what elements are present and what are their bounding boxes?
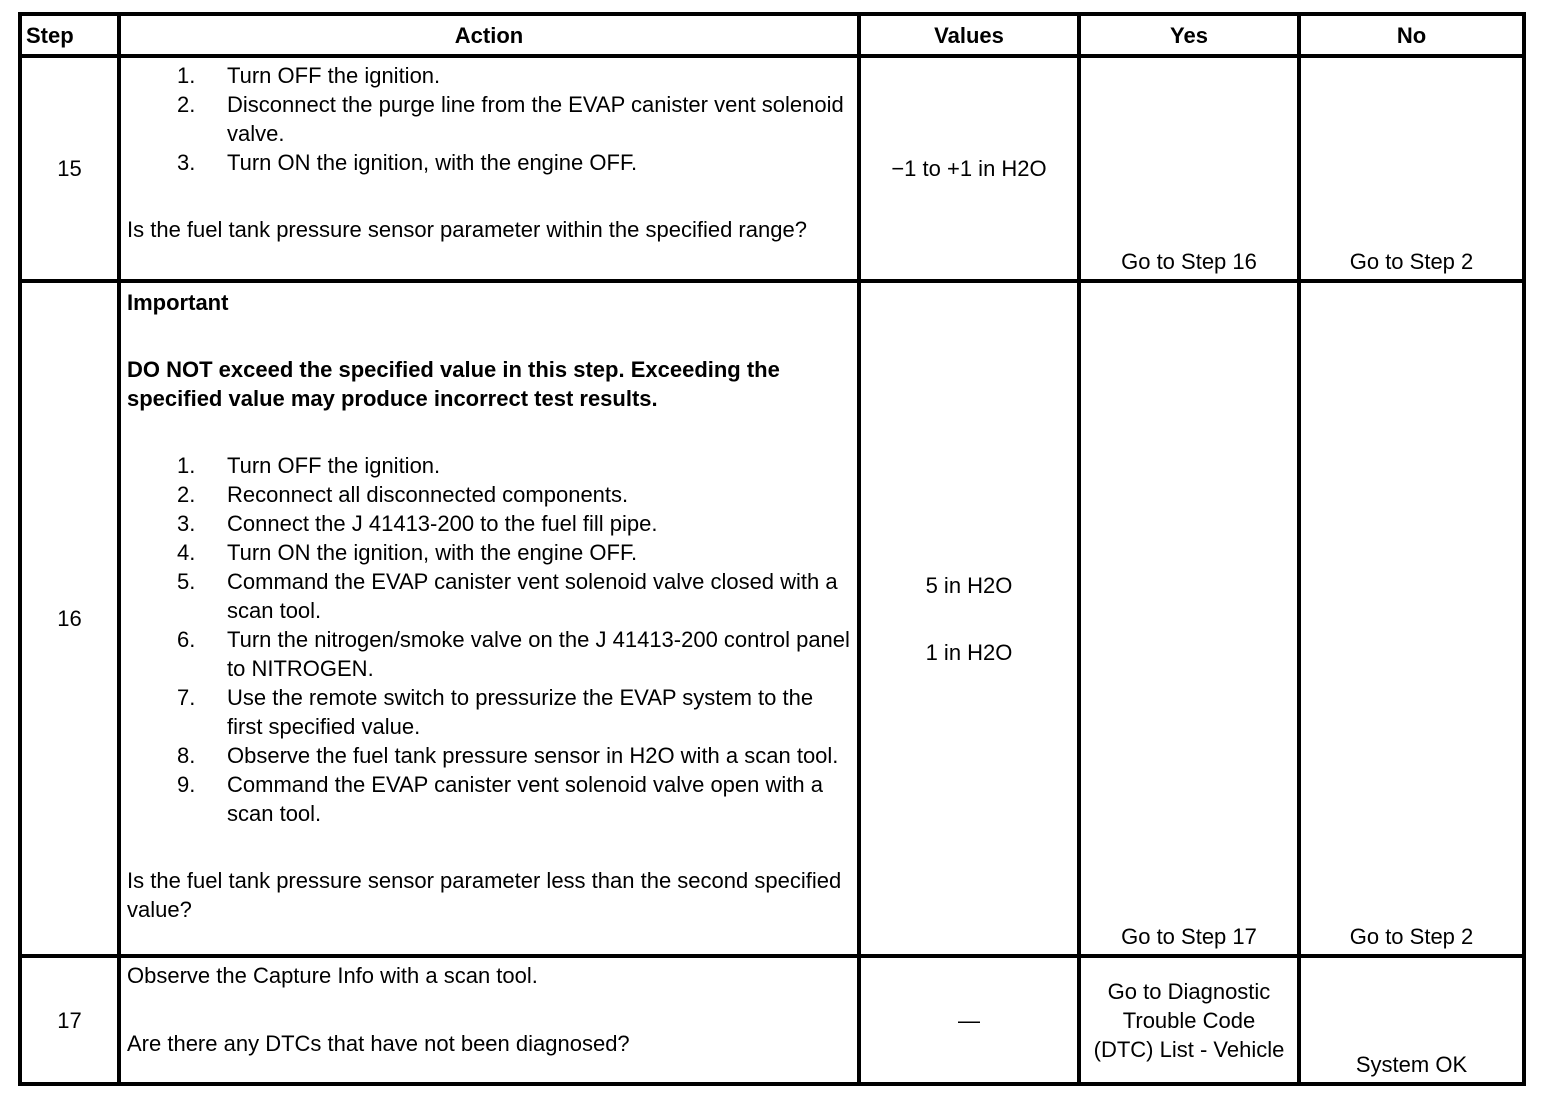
step-number: 16 <box>20 281 119 956</box>
action-steps-list <box>127 61 853 177</box>
list-item <box>127 770 853 828</box>
spacer <box>861 600 1077 638</box>
important-label: Important <box>127 290 229 315</box>
spacer <box>127 413 853 451</box>
list-item-text: Reconnect all disconnected components. <box>227 482 629 507</box>
list-item-number: 7. <box>177 685 196 710</box>
action-text: Observe the Capture Info with a scan tool. <box>127 963 538 988</box>
spacer <box>127 177 853 215</box>
list-item-number: 6. <box>177 627 196 652</box>
list-item <box>127 683 853 741</box>
list-item-text: Connect the J 41413-200 to the fuel fill pipe. <box>227 511 658 536</box>
header-values: Values <box>859 14 1079 56</box>
list-item-text: Command the EVAP canister vent solenoid valve closed with a scan tool. <box>227 569 838 623</box>
list-item-text: Command the EVAP canister vent solenoid valve open with a scan tool. <box>227 772 823 826</box>
list-item <box>127 148 853 177</box>
list-item-number: 1. <box>177 453 196 478</box>
yes-cell-text: Go to Diagnostic Trouble Code (DTC) List - Vehicle <box>1093 978 1285 1062</box>
value-second: 1 in H2O <box>925 639 1013 665</box>
list-item-text: Disconnect the purge line from the EVAP canister vent solenoid valve. <box>227 92 844 146</box>
list-item-number: 2. <box>177 482 196 507</box>
list-item-text: Observe the fuel tank pressure sensor in H2O with a scan tool. <box>227 743 839 768</box>
question-text: Is the fuel tank pressure sensor parameter within the specified range? <box>127 217 807 242</box>
list-item <box>127 480 853 509</box>
important-note: DO NOT exceed the specified value in this step. Exceeding the specified value may produce incorrect test results. <box>127 357 780 411</box>
yes-cell: Go to Step 17 <box>1079 281 1299 956</box>
list-item-number: 5. <box>177 569 196 594</box>
action-steps-list <box>127 451 853 828</box>
no-cell: System OK <box>1299 956 1524 1084</box>
spacer <box>127 828 853 866</box>
action-cell <box>119 281 859 956</box>
table-row-step-16 <box>20 281 1524 956</box>
list-item <box>127 61 853 90</box>
header-step: Step <box>20 14 119 56</box>
list-item-number: 4. <box>177 540 196 565</box>
value-first: 5 in H2O <box>925 572 1013 598</box>
spacer <box>127 317 853 355</box>
list-item-text: Use the remote switch to pressurize the EVAP system to the first specified value. <box>227 685 814 739</box>
list-item-number: 8. <box>177 743 196 768</box>
header-action: Action <box>119 14 859 56</box>
list-item-number: 1. <box>177 63 196 88</box>
list-item-text: Turn ON the ignition, with the engine OFF. <box>227 540 638 565</box>
header-no: No <box>1299 14 1524 56</box>
table-row-step-17 <box>20 956 1524 1084</box>
diagnostic-table <box>18 12 1526 1086</box>
diagnostic-table-container <box>18 12 1522 1086</box>
question-text: Are there any DTCs that have not been diagnosed? <box>127 1031 630 1056</box>
list-item <box>127 509 853 538</box>
table-row-step-15 <box>20 56 1524 281</box>
no-cell: Go to Step 2 <box>1299 56 1524 281</box>
list-item <box>127 451 853 480</box>
spacer <box>127 990 853 1029</box>
list-item-text: Turn ON the ignition, with the engine OFF. <box>227 150 638 175</box>
list-item-text: Turn OFF the ignition. <box>227 63 441 88</box>
list-item <box>127 741 853 770</box>
list-item-number: 3. <box>177 511 196 536</box>
values-cell: −1 to +1 in H2O <box>859 56 1079 281</box>
yes-cell: Go to Step 16 <box>1079 56 1299 281</box>
step-number: 15 <box>20 56 119 281</box>
step-number: 17 <box>20 956 119 1084</box>
list-item <box>127 538 853 567</box>
list-item <box>127 625 853 683</box>
list-item-text: Turn OFF the ignition. <box>227 453 441 478</box>
values-cell: — <box>859 956 1079 1084</box>
header-yes: Yes <box>1079 14 1299 56</box>
action-cell <box>119 956 859 1084</box>
list-item-text: Turn the nitrogen/smoke valve on the J 41413-200 control panel to NITROGEN. <box>227 627 850 681</box>
list-item-number: 9. <box>177 772 196 797</box>
list-item <box>127 90 853 148</box>
values-cell <box>859 281 1079 956</box>
action-cell <box>119 56 859 281</box>
question-text: Is the fuel tank pressure sensor parameter less than the second specified value? <box>127 868 842 922</box>
list-item-number: 2. <box>177 92 196 117</box>
no-cell: Go to Step 2 <box>1299 281 1524 956</box>
list-item <box>127 567 853 625</box>
list-item-number: 3. <box>177 150 196 175</box>
header-row <box>20 14 1524 56</box>
yes-cell <box>1079 956 1299 1084</box>
